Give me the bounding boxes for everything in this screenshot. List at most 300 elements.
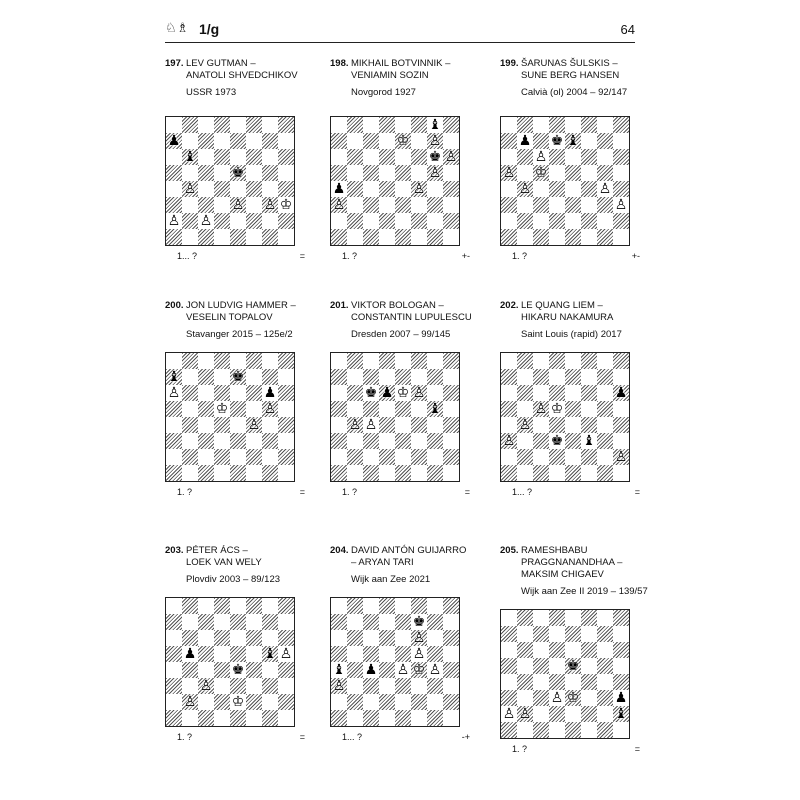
- event-line: Plovdiv 2003 – 89/123: [186, 574, 281, 585]
- board-square: [278, 133, 294, 149]
- board-square: [613, 658, 629, 674]
- board-square: [443, 662, 459, 678]
- board-square: [411, 213, 427, 229]
- board-square: [182, 229, 198, 245]
- board-square: [565, 165, 581, 181]
- exercise-number: 200.: [165, 300, 184, 311]
- board-square: [395, 181, 411, 197]
- board-square: [278, 465, 294, 481]
- players-line: DAVID ANTÓN GUIJARRO: [351, 545, 467, 556]
- chess-piece-icon: ♙: [518, 417, 532, 433]
- board-square: [278, 662, 294, 678]
- board-square: [214, 694, 230, 710]
- board-square: [262, 181, 278, 197]
- players-line: PÉTER ÁCS –: [186, 545, 248, 556]
- board-square: [347, 678, 363, 694]
- board-square: [214, 197, 230, 213]
- players-line: RAMESHBABU: [521, 545, 588, 556]
- chess-board: [165, 116, 295, 246]
- chess-board: [330, 597, 460, 727]
- evaluation: =: [634, 744, 640, 754]
- board-square: [581, 610, 597, 626]
- board-square: [597, 626, 613, 642]
- players-line: VIKTOR BOLOGAN –: [351, 300, 444, 311]
- chess-piece-icon: ♙: [183, 694, 197, 710]
- board-square: [198, 630, 214, 646]
- board-square: [347, 165, 363, 181]
- board-square: [597, 149, 613, 165]
- board-square: [613, 133, 629, 149]
- task-prompt: 1. ?: [342, 251, 358, 261]
- chess-piece-icon: ♟: [332, 181, 346, 197]
- board-square: [565, 626, 581, 642]
- board-square: [246, 117, 262, 133]
- board-square: [198, 465, 214, 481]
- board-square: [613, 117, 629, 133]
- board-square: [379, 614, 395, 630]
- board-square: [597, 369, 613, 385]
- board-square: [166, 694, 182, 710]
- event-line: Calvià (ol) 2004 – 92/147: [521, 87, 628, 98]
- board-square: [517, 722, 533, 738]
- board-square: [565, 197, 581, 213]
- board-square: [597, 229, 613, 245]
- chess-piece-icon: ♟: [263, 385, 277, 401]
- players-line: LE QUANG LIEM –: [521, 300, 603, 311]
- board-square: [443, 181, 459, 197]
- board-square: [166, 630, 182, 646]
- game-heading: [521, 58, 653, 99]
- board-square: [395, 710, 411, 726]
- event-line: Dresden 2007 – 99/145: [351, 329, 451, 340]
- board-square: [214, 117, 230, 133]
- board-square: [347, 133, 363, 149]
- game-heading: [521, 300, 653, 341]
- chess-piece-icon: ♟: [614, 690, 628, 706]
- board-square: [214, 646, 230, 662]
- board-square: [549, 642, 565, 658]
- board-square: [262, 165, 278, 181]
- board-square: [214, 433, 230, 449]
- board-square: [230, 213, 246, 229]
- board-square: [565, 449, 581, 465]
- chess-piece-icon: ♚: [231, 369, 245, 385]
- board-square: [517, 642, 533, 658]
- board-square: [230, 449, 246, 465]
- board-square: [517, 401, 533, 417]
- board-square: [549, 353, 565, 369]
- board-square: [246, 678, 262, 694]
- board-square: [501, 149, 517, 165]
- board-square: [347, 229, 363, 245]
- board-square: [214, 465, 230, 481]
- board-square: [565, 706, 581, 722]
- board-square: [443, 165, 459, 181]
- board-square: [533, 417, 549, 433]
- task-prompt: 1... ?: [342, 732, 363, 742]
- board-square: [565, 229, 581, 245]
- chess-piece-icon: ♙: [412, 646, 426, 662]
- chess-piece-icon: ♝: [566, 133, 580, 149]
- board-square: [581, 449, 597, 465]
- board-square: [363, 117, 379, 133]
- board-square: [613, 417, 629, 433]
- exercise-number: 201.: [330, 300, 349, 311]
- board-square: [395, 353, 411, 369]
- board-square: [182, 614, 198, 630]
- board-square: [262, 149, 278, 165]
- board-square: [246, 598, 262, 614]
- chess-piece-icon: ♟: [614, 385, 628, 401]
- board-square: [565, 385, 581, 401]
- chess-piece-icon: ♙: [412, 385, 426, 401]
- task-prompt: 1. ?: [177, 487, 193, 497]
- board-square: [198, 646, 214, 662]
- board-square: [363, 646, 379, 662]
- chess-piece-icon: ♙: [183, 181, 197, 197]
- board-square: [443, 133, 459, 149]
- board-square: [517, 658, 533, 674]
- board-square: [549, 369, 565, 385]
- chess-piece-icon: ♙: [550, 690, 564, 706]
- board-square: [501, 465, 517, 481]
- board-square: [549, 706, 565, 722]
- board-square: [565, 433, 581, 449]
- evaluation: -+: [461, 732, 470, 742]
- chess-piece-icon: ♙: [199, 213, 213, 229]
- board-square: [533, 626, 549, 642]
- board-square: [379, 646, 395, 662]
- board-square: [581, 401, 597, 417]
- board-square: [427, 465, 443, 481]
- board-square: [427, 353, 443, 369]
- board-square: [501, 197, 517, 213]
- board-square: [363, 401, 379, 417]
- chess-piece-icon: ♚: [550, 133, 564, 149]
- evaluation: +-: [461, 251, 470, 261]
- board-square: [427, 646, 443, 662]
- chess-piece-icon: ♚: [364, 385, 378, 401]
- board-square: [549, 449, 565, 465]
- board-square: [565, 722, 581, 738]
- board-square: [501, 181, 517, 197]
- board-square: [411, 197, 427, 213]
- chess-piece-icon: ♙: [332, 678, 346, 694]
- chess-piece-icon: ♝: [167, 369, 181, 385]
- board-square: [613, 229, 629, 245]
- board-square: [517, 385, 533, 401]
- board-square: [278, 181, 294, 197]
- board-square: [230, 710, 246, 726]
- board-square: [443, 710, 459, 726]
- board-square: [230, 133, 246, 149]
- board-square: [533, 449, 549, 465]
- board-square: [182, 353, 198, 369]
- board-square: [395, 213, 411, 229]
- board-square: [166, 433, 182, 449]
- board-square: [597, 642, 613, 658]
- board-square: [533, 385, 549, 401]
- board-square: [443, 197, 459, 213]
- board-square: [230, 417, 246, 433]
- board-square: [347, 710, 363, 726]
- board-square: [597, 133, 613, 149]
- chess-piece-icon: ♟: [364, 662, 378, 678]
- chess-board: [500, 116, 630, 246]
- board-square: [613, 369, 629, 385]
- board-square: [549, 465, 565, 481]
- game-heading: [521, 545, 653, 598]
- board-square: [262, 694, 278, 710]
- board-square: [347, 353, 363, 369]
- board-square: [597, 417, 613, 433]
- board-square: [246, 630, 262, 646]
- board-square: [549, 722, 565, 738]
- players-line: VESELIN TOPALOV: [186, 312, 273, 323]
- board-square: [501, 213, 517, 229]
- players-line: CONSTANTIN LUPULESCU: [351, 312, 472, 323]
- board-square: [166, 598, 182, 614]
- board-square: [533, 706, 549, 722]
- board-square: [198, 385, 214, 401]
- chess-piece-icon: ♔: [279, 197, 293, 213]
- board-square: [379, 117, 395, 133]
- board-square: [517, 213, 533, 229]
- board-square: [198, 662, 214, 678]
- chess-piece-icon: ♔: [215, 401, 229, 417]
- players-line: MIKHAIL BOTVINNIK –: [351, 58, 451, 69]
- chess-piece-icon: ♚: [231, 662, 245, 678]
- board-square: [411, 401, 427, 417]
- board-square: [581, 149, 597, 165]
- board-square: [166, 662, 182, 678]
- board-square: [182, 117, 198, 133]
- board-square: [533, 722, 549, 738]
- board-square: [230, 598, 246, 614]
- board-square: [501, 690, 517, 706]
- chess-piece-icon: ♙: [348, 417, 362, 433]
- board-square: [427, 369, 443, 385]
- board-square: [214, 449, 230, 465]
- board-square: [565, 353, 581, 369]
- board-square: [166, 197, 182, 213]
- board-square: [581, 165, 597, 181]
- players-line: – ARYAN TARI: [351, 557, 414, 568]
- board-square: [443, 646, 459, 662]
- board-square: [533, 133, 549, 149]
- chess-piece-icon: ♙: [502, 165, 516, 181]
- board-square: [379, 678, 395, 694]
- board-square: [230, 353, 246, 369]
- chess-piece-icon: ♟: [380, 385, 394, 401]
- board-square: [581, 690, 597, 706]
- board-square: [517, 674, 533, 690]
- knight-bishop-icon: ♘♗: [165, 21, 189, 36]
- board-square: [565, 401, 581, 417]
- board-square: [331, 465, 347, 481]
- board-square: [411, 133, 427, 149]
- board-square: [533, 353, 549, 369]
- board-square: [166, 449, 182, 465]
- board-square: [443, 213, 459, 229]
- board-square: [549, 417, 565, 433]
- board-square: [331, 117, 347, 133]
- board-square: [443, 465, 459, 481]
- board-square: [182, 433, 198, 449]
- board-square: [278, 630, 294, 646]
- board-square: [565, 181, 581, 197]
- board-square: [517, 353, 533, 369]
- board-square: [363, 369, 379, 385]
- board-square: [198, 710, 214, 726]
- evaluation: =: [464, 487, 470, 497]
- chess-piece-icon: ♔: [412, 662, 426, 678]
- board-square: [166, 614, 182, 630]
- board-square: [565, 465, 581, 481]
- board-square: [411, 694, 427, 710]
- board-square: [395, 630, 411, 646]
- board-square: [166, 181, 182, 197]
- board-square: [581, 353, 597, 369]
- chapter-title: 1/g: [199, 21, 220, 37]
- chess-piece-icon: ♝: [582, 433, 596, 449]
- board-square: [347, 662, 363, 678]
- board-square: [331, 417, 347, 433]
- board-square: [166, 117, 182, 133]
- chess-piece-icon: ♔: [231, 694, 245, 710]
- board-square: [214, 165, 230, 181]
- board-square: [549, 117, 565, 133]
- exercise-number: 197.: [165, 58, 184, 69]
- board-square: [166, 149, 182, 165]
- board-square: [501, 117, 517, 133]
- board-square: [347, 465, 363, 481]
- board-square: [166, 678, 182, 694]
- board-square: [427, 710, 443, 726]
- board-square: [363, 598, 379, 614]
- board-square: [182, 662, 198, 678]
- board-square: [427, 385, 443, 401]
- board-square: [214, 614, 230, 630]
- chess-piece-icon: ♙: [231, 197, 245, 213]
- board-square: [363, 149, 379, 165]
- chess-piece-icon: ♟: [518, 133, 532, 149]
- board-square: [581, 133, 597, 149]
- board-square: [182, 710, 198, 726]
- players-line: LEV GUTMAN –: [186, 58, 256, 69]
- event-line: USSR 1973: [186, 87, 237, 98]
- board-square: [331, 598, 347, 614]
- board-square: [581, 417, 597, 433]
- board-square: [347, 197, 363, 213]
- board-square: [549, 610, 565, 626]
- board-square: [443, 385, 459, 401]
- board-square: [198, 117, 214, 133]
- board-square: [549, 181, 565, 197]
- chess-piece-icon: ♙: [502, 433, 516, 449]
- board-square: [182, 213, 198, 229]
- board-square: [411, 710, 427, 726]
- board-square: [347, 369, 363, 385]
- board-square: [597, 706, 613, 722]
- board-square: [443, 117, 459, 133]
- chess-piece-icon: ♙: [263, 401, 277, 417]
- board-square: [581, 465, 597, 481]
- chess-piece-icon: ♚: [428, 149, 442, 165]
- board-square: [182, 449, 198, 465]
- board-square: [198, 401, 214, 417]
- chess-piece-icon: ♝: [428, 401, 442, 417]
- board-square: [198, 197, 214, 213]
- board-square: [230, 385, 246, 401]
- board-square: [581, 181, 597, 197]
- board-square: [549, 385, 565, 401]
- board-square: [549, 626, 565, 642]
- board-square: [517, 610, 533, 626]
- board-square: [230, 117, 246, 133]
- board-square: [395, 229, 411, 245]
- board-square: [246, 229, 262, 245]
- board-square: [411, 353, 427, 369]
- board-square: [230, 181, 246, 197]
- board-square: [198, 614, 214, 630]
- board-square: [347, 433, 363, 449]
- evaluation: =: [299, 732, 305, 742]
- board-square: [581, 626, 597, 642]
- board-square: [246, 710, 262, 726]
- board-square: [182, 678, 198, 694]
- chess-piece-icon: ♙: [444, 149, 458, 165]
- board-square: [597, 401, 613, 417]
- board-square: [549, 658, 565, 674]
- board-square: [331, 229, 347, 245]
- players-line: MAKSIM CHIGAEV: [521, 569, 604, 580]
- board-square: [379, 694, 395, 710]
- board-square: [230, 630, 246, 646]
- board-square: [278, 614, 294, 630]
- board-square: [363, 165, 379, 181]
- board-square: [613, 181, 629, 197]
- board-square: [262, 598, 278, 614]
- board-square: [246, 401, 262, 417]
- board-square: [443, 353, 459, 369]
- board-square: [166, 401, 182, 417]
- board-square: [379, 630, 395, 646]
- board-square: [262, 229, 278, 245]
- board-square: [517, 165, 533, 181]
- board-square: [379, 165, 395, 181]
- board-square: [246, 213, 262, 229]
- board-square: [230, 614, 246, 630]
- board-square: [517, 369, 533, 385]
- board-square: [395, 614, 411, 630]
- board-square: [246, 646, 262, 662]
- board-square: [379, 229, 395, 245]
- board-square: [395, 433, 411, 449]
- chess-piece-icon: ♚: [550, 433, 564, 449]
- board-square: [331, 694, 347, 710]
- players-line: ŠARUNAS ŠULSKIS –: [521, 58, 618, 69]
- board-square: [278, 694, 294, 710]
- board-square: [581, 213, 597, 229]
- board-square: [443, 401, 459, 417]
- board-square: [230, 149, 246, 165]
- board-square: [443, 417, 459, 433]
- board-square: [501, 133, 517, 149]
- board-square: [214, 213, 230, 229]
- game-heading: [186, 545, 318, 586]
- event-line: Wijk aan Zee II 2019 – 139/57: [521, 586, 648, 597]
